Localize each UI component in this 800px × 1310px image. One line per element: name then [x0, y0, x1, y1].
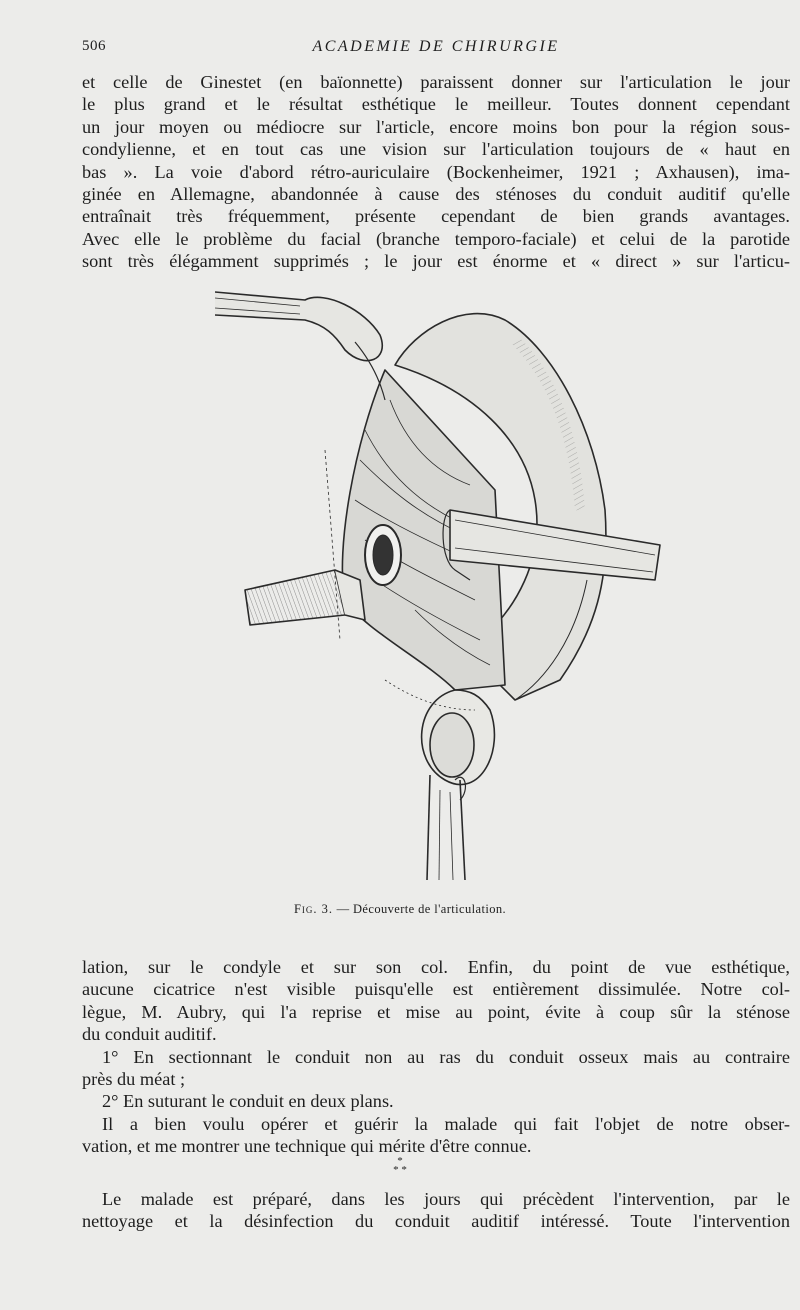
text-line: ginée en Allemagne, abandonnée à cause des sténoses du conduit auditif qu'elle — [82, 184, 790, 205]
surgical-illustration-drawing — [215, 280, 665, 885]
text-line: entraînait très fréquemment, présente cependant de bien grands avantages. — [82, 206, 790, 227]
text-line: le plus grand et le résultat esthétique le meilleur. Toutes donnent cependant — [82, 94, 790, 115]
text-line: près du méat ; — [82, 1069, 186, 1090]
text-line: 2° En suturant le conduit en deux plans. — [102, 1091, 394, 1112]
text-line: nettoyage et la désinfection du conduit auditif intéressé. Toute l'intervention — [82, 1211, 790, 1232]
text-line: du conduit auditif. — [82, 1024, 217, 1045]
ornament-star-top: * — [397, 1155, 403, 1167]
figure-label: Fig. 3. — [293, 902, 334, 916]
text-line: un jour moyen ou médiocre sur l'article, encore moins bon pour la région sous- — [82, 116, 790, 137]
text-line: condylienne, et en tout cas une vision sur l'articulation toujours de « haut en — [82, 139, 790, 160]
surgical-illustration — [215, 280, 665, 885]
text-line: sont très élégamment supprimés ; le jour est énorme et « direct » sur l'articu- — [82, 251, 790, 272]
page-number: 506 — [82, 38, 106, 54]
text-line: et celle de Ginestet (en baïonnette) paraissent donner sur l'articulation le jour — [82, 72, 790, 92]
caption-dash: — — [336, 902, 350, 916]
text-line: lation, sur le condyle et sur son col. Enfin, du point de vue esthétique, — [82, 957, 790, 977]
text-line: Le malade est préparé, dans les jours qui précèdent l'intervention, par le — [102, 1189, 790, 1209]
section-ornament — [0, 1157, 800, 1175]
paragraph-middle — [82, 956, 790, 1158]
text-line: aucune cicatrice n'est visible puisqu'elle est entièrement dissimulée. Notre col- — [82, 979, 790, 1000]
ornament-stars-bottom: * * — [393, 1164, 407, 1176]
text-line: 1° En sectionnant le conduit non au ras du conduit osseux mais au contraire — [102, 1046, 790, 1067]
text-line: vation, et me montrer une technique qui mérite d'être connue. — [82, 1136, 532, 1157]
figure-caption — [0, 902, 800, 917]
text-line: bas ». La voie d'abord rétro-auriculaire (Bockenheimer, 1921 ; Axhausen), ima- — [82, 161, 790, 182]
paragraph-bottom — [82, 1188, 790, 1233]
text-line: lègue, M. Aubry, qui l'a reprise et mise au point, évite à coup sûr la sténose — [82, 1001, 790, 1022]
caption-text: Découverte de l'articulation. — [353, 902, 507, 916]
page-header — [82, 38, 790, 60]
paragraph-top — [82, 71, 790, 273]
running-head: ACADEMIE DE CHIRURGIE — [312, 38, 560, 55]
text-line: Il a bien voulu opérer et guérir la malade qui fait l'objet de notre obser- — [102, 1113, 790, 1134]
text-line: Avec elle le problème du facial (branche temporo-faciale) et celui de la parotide — [82, 228, 790, 249]
